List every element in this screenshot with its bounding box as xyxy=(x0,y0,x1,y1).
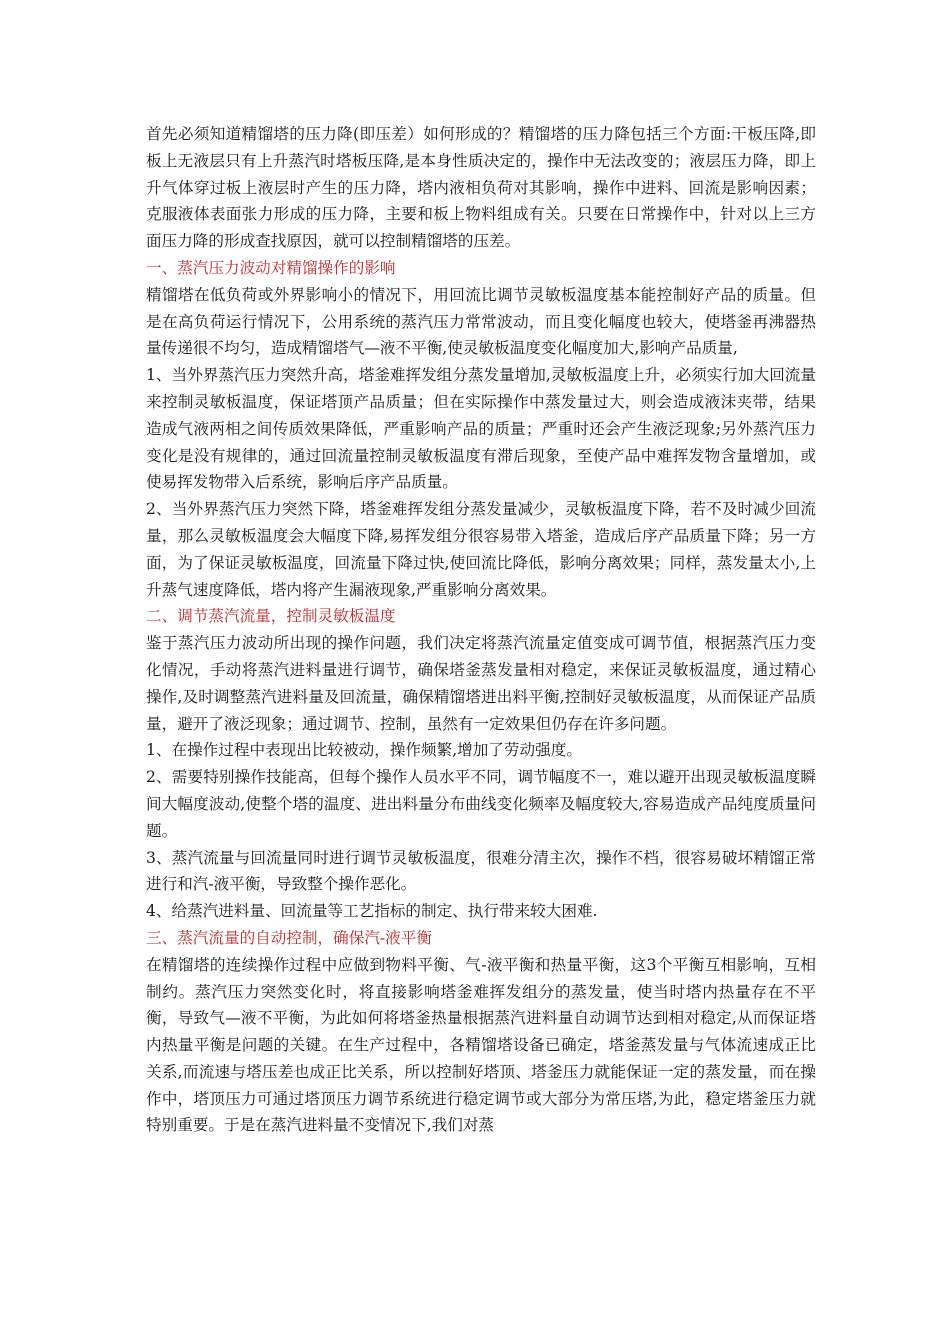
section-2-paragraph: 鉴于蒸汽压力波动所出现的操作问题，我们决定将蒸汽流量定值变成可调节值，根据蒸汽压力变化情况，手动将蒸汽进料量进行调节，确保塔釜蒸发量相对稳定，来保证灵敏板温度，通过精心操作,及时调整蒸汽进料量及回流量，确保精馏塔进出料平衡,控制好灵敏板温度，从而保证产品质量，避开了液泛现象；通过调节、控制，虽然有一定效果但仍存在许多问题。 xyxy=(146,634,816,733)
section-1-item-1: 1、当外界蒸汽压力突然升高，塔釜难挥发组分蒸发量增加,灵敏板温度上升，必须实行加大回流量来控制灵敏板温度，保证塔顶产品质量；但在实际操作中蒸发量过大，则会造成液沫夹带，结果造成气液两相之间传质效果降低，严重影响产品的质量；严重时还会产生液泛现象;另外蒸汽压力变化是没有规律的，通过回流量控制灵敏板温度有滞后现象，至使产品中难挥发物含量增加，或使易挥发物带入后系统，影响后序产品质量。 xyxy=(146,366,816,492)
section-3-paragraph: 在精馏塔的连续操作过程中应做到物料平衡、气-液平衡和热量平衡，这3个平衡互相影响，互相制约。蒸汽压力突然变化时，将直接影响塔釜难挥发组分的蒸发量，使当时塔内热量存在不平衡，导致气—液不平衡，为此如何将塔釜热量根据蒸汽进料量自动调节达到相对稳定,从而保证塔内热量平衡是问题的关键。在生产过程中，各精馏塔设备已确定，塔釜蒸发量与气体流速成正比关系,而流速与塔压差也成正比关系，所以控制好塔顶、塔釜压力就能保证一定的蒸发量，而在操作中，塔顶压力可通过塔顶压力调节系统进行稳定调节或大部分为常压塔,为此，稳定塔釜压力就特别重要。于是在蒸汽进料量不变情况下,我们对蒸 xyxy=(146,955,816,1135)
document-body xyxy=(146,121,816,1139)
intro-paragraph: 首先必须知道精馏塔的压力降(即压差）如何形成的？精馏塔的压力降包括三个方面:干板压降,即板上无液层只有上升蒸汽时塔板压降,是本身性质决定的，操作中无法改变的；液层压力降，即上升气体穿过板上液层时产生的压力降，塔内液相负荷对其影响，操作中进料、回流是影响因素；克服液体表面张力形成的压力降，主要和板上物料组成有关。只要在日常操作中，针对以上三方面压力降的形成查找原因，就可以控制精馏塔的压差。 xyxy=(146,125,816,251)
section-1-item-2: 2、当外界蒸汽压力突然下降，塔釜难挥发组分蒸发量减少，灵敏板温度下降，若不及时减少回流量，那么灵敏板温度会大幅度下降,易挥发组分很容易带入塔釜，造成后序产品质量下降；另一方面，为了保证灵敏板温度，回流量下降过快,使回流比降低，影响分离效果；同样，蒸发量太小,上升蒸气速度降低，塔内将产生漏液现象,严重影响分离效果。 xyxy=(146,500,816,599)
section-2-item-2: 2、需要特别操作技能高，但每个操作人员水平不同，调节幅度不一，难以避开出现灵敏板温度瞬间大幅度波动,使整个塔的温度、进出料量分布曲线变化频率及幅度较大,容易造成产品纯度质量问题。 xyxy=(146,768,816,840)
section-heading-3: 三、蒸汽流量的自动控制，确保汽-液平衡 xyxy=(146,928,432,947)
section-2-item-4: 4、给蒸汽进料量、回流量等工艺指标的制定、执行带来较大困难. xyxy=(146,902,598,921)
section-1-paragraph: 精馏塔在低负荷或外界影响小的情况下，用回流比调节灵敏板温度基本能控制好产品的质量。但是在高负荷运行情况下，公用系统的蒸汽压力常常波动，而且变化幅度也较大，使塔釜再沸器热量传递很不均匀，造成精馏塔气—液不平衡,使灵敏板温度变化幅度加大,影响产品质量, xyxy=(146,285,816,358)
section-heading-1: 一、蒸汽压力波动对精馏操作的影响 xyxy=(146,258,396,277)
section-2-item-1: 1、在操作过程中表现出比较被动，操作频繁,增加了劳动强度。 xyxy=(146,741,582,760)
section-2-item-3: 3、蒸汽流量与回流量同时进行调节灵敏板温度，很难分清主次，操作不档，很容易破坏精馏正常进行和汽-液平衡，导致整个操作恶化。 xyxy=(146,848,816,894)
section-heading-2: 二、调节蒸汽流量，控制灵敏板温度 xyxy=(146,607,396,626)
